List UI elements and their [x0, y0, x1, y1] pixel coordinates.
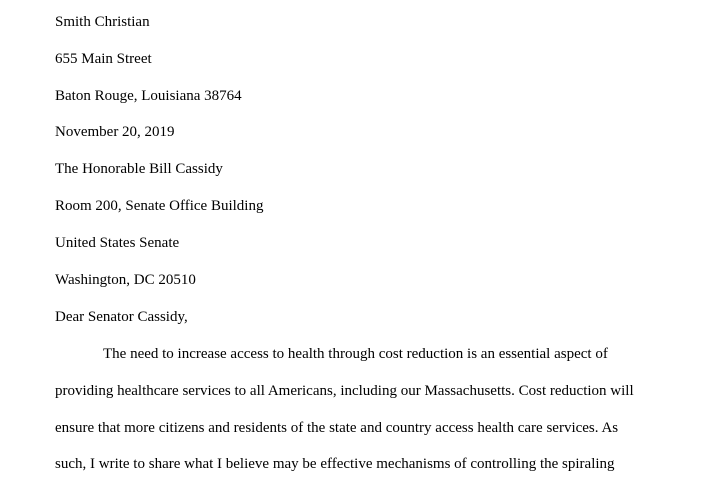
sender-street: 655 Main Street [55, 51, 152, 67]
body-line: The need to increase access to health through cost reduction is an essential aspect of [103, 346, 608, 362]
recipient-org: United States Senate [55, 235, 180, 251]
body-line: ensure that more citizens and residents of the state and country access health care services. As [55, 420, 619, 436]
letter-date: November 20, 2019 [55, 124, 175, 140]
recipient-city: Washington, DC 20510 [55, 272, 196, 288]
sender-city: Baton Rouge, Louisiana 38764 [55, 88, 242, 104]
sender-name: Smith Christian [55, 14, 150, 30]
recipient-room: Room 200, Senate Office Building [55, 198, 264, 214]
recipient-name: The Honorable Bill Cassidy [55, 161, 223, 177]
body-line: such, I write to share what I believe may be effective mechanisms of controlling the spiraling [55, 456, 615, 472]
body-line: providing healthcare services to all Americans, including our Massachusetts. Cost reduction will [55, 383, 634, 399]
salutation: Dear Senator Cassidy, [55, 309, 188, 325]
